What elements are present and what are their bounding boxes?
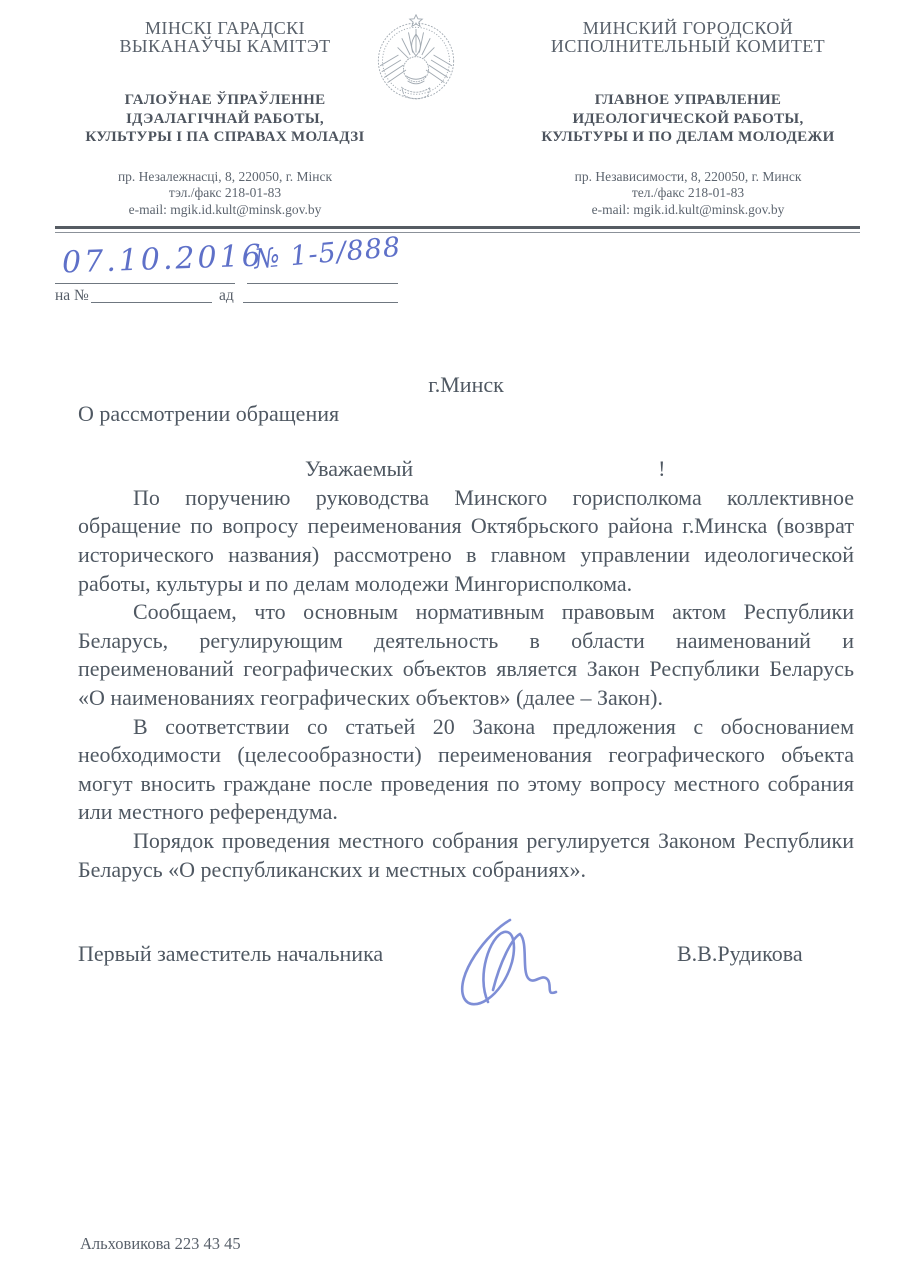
department-line: ГАЛОЎНАЕ ЎПРАЎЛЕННЕ [124, 92, 326, 108]
letter-body [78, 371, 854, 884]
org-name-line: МІНСКІ ГАРАДСКІ [145, 18, 305, 38]
email: e-mail: mgik.id.kult@minsk.gov.by [591, 201, 785, 217]
department-line: ГЛАВНОЕ УПРАВЛЕНИЕ [594, 92, 782, 108]
incoming-number-label: на № [55, 287, 89, 304]
email: e-mail: mgik.id.kult@minsk.gov.by [128, 201, 322, 217]
department-line: ІДЭАЛАГІЧНАЙ РАБОТЫ, [126, 110, 324, 127]
handwritten-date: 07.10.2016 [61, 238, 265, 281]
number-underline [247, 283, 398, 284]
letterhead-right [518, 20, 858, 218]
letter-subject: О рассмотрении обращения [78, 400, 340, 426]
body-paragraph-4: Порядок проведения местного собрания регулируется Законом Республики Беларусь «О республиканских и местных собраниях». [78, 827, 854, 882]
department-line: КУЛЬТУРЫ І ПА СПРАВАХ МОЛАДЗІ [85, 129, 365, 145]
department-line: КУЛЬТУРЫ И ПО ДЕЛАМ МОЛОДЕЖИ [541, 129, 835, 145]
contact-block-belarusian [55, 169, 395, 219]
letter-place: г.Минск [428, 372, 504, 397]
signer-name: В.В.Рудикова [677, 941, 803, 966]
department-name-belarusian [55, 91, 395, 147]
postal-address: пр. Независимости, 8, 220050, г. Минск [574, 168, 802, 184]
incoming-number-underline [91, 302, 212, 303]
salutation-exclamation: ! [658, 456, 666, 482]
org-name-line: ВЫКАНАЎЧЫ КАМІТЭТ [119, 35, 331, 56]
incoming-date-underline [243, 302, 398, 303]
belarus-emblem-icon [374, 14, 458, 106]
letterhead-left [55, 20, 395, 218]
incoming-date-label: ад [219, 287, 234, 304]
executor-contact: Альховикова 223 43 45 [80, 1234, 241, 1253]
department-line: ИДЕОЛОГИЧЕСКОЙ РАБОТЫ, [572, 110, 804, 127]
body-paragraph-3: В соответствии со статьей 20 Закона предложения с обоснованием необходимости (целесообразности) переименования географического объекта могут вносить граждане после проведения по этому вопросу местного собрания или местного референдума. [78, 713, 854, 825]
org-name-line: МИНСКИЙ ГОРОДСКОЙ [582, 18, 794, 38]
phone-fax: тел./факс 218-01-83 [631, 185, 745, 200]
org-name-belarusian [55, 20, 395, 55]
salutation-text: Уважаемый [305, 456, 414, 482]
salutation-line [305, 455, 854, 484]
org-name-line: ИСПОЛНИТЕЛЬНЫЙ КОМИТЕТ [550, 35, 826, 56]
date-underline [55, 283, 235, 284]
contact-block-russian [518, 169, 858, 219]
signature-icon [436, 914, 591, 1014]
body-paragraph-2: Сообщаем, что основным нормативным правовым актом Республики Беларусь, регулирующим деятельность в области наименований и переименований географических объектов является Закон Республики Беларусь «О наименованиях географических объектов» (далее – Закон). [78, 599, 854, 710]
postal-address: пр. Незалежнасці, 8, 220050, г. Мінск [117, 168, 333, 184]
phone-fax: тэл./факс 218-01-83 [168, 185, 282, 200]
body-paragraph-1: По поручению руководства Минского горисполкома коллективное обращение по вопросу переименования Октябрьского района г.Минска (возврат исторического названия) рассмотрено в главном управлении идеологической работы, культуры и по делам молодежи Мингорисполкома. [78, 484, 854, 596]
department-name-russian [518, 91, 858, 147]
signer-title: Первый заместитель начальника [78, 941, 384, 966]
letterhead-divider [55, 226, 860, 233]
handwritten-outgoing-number: № 1-5/888 [252, 231, 403, 276]
org-name-russian [518, 20, 858, 55]
